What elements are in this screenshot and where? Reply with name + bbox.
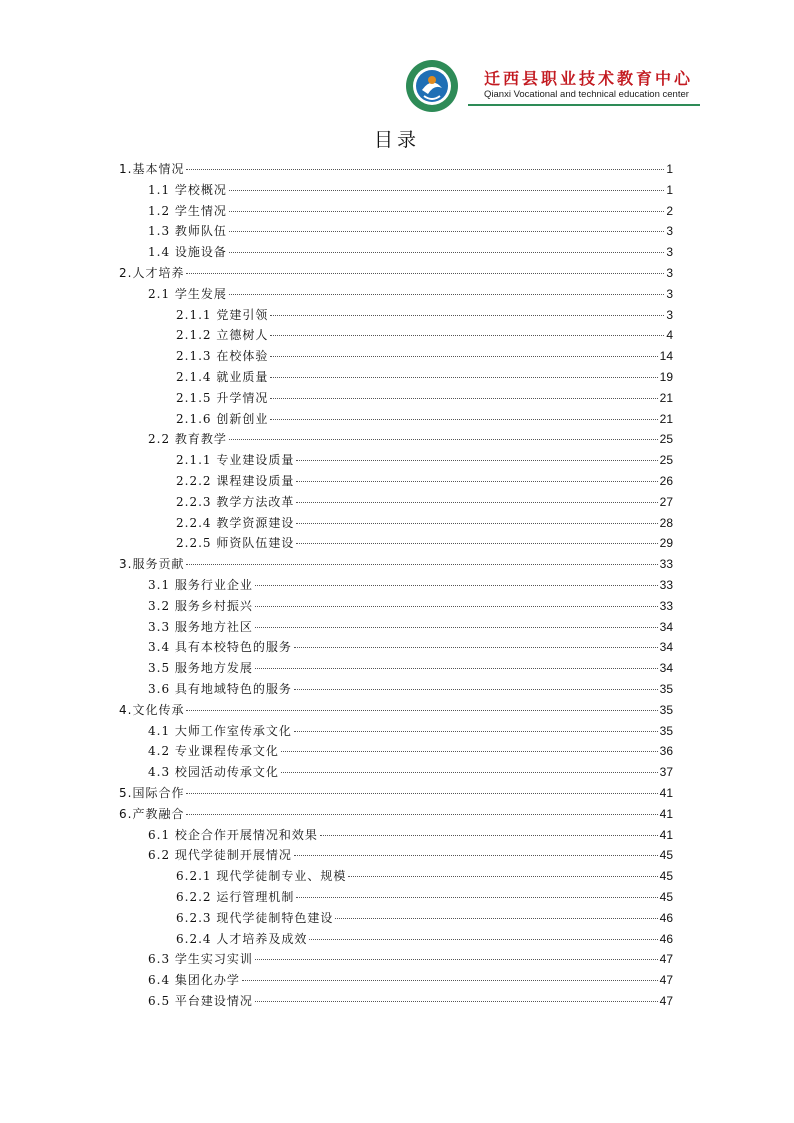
toc-dot-leader [309,939,657,940]
toc-entry[interactable] [176,305,673,325]
toc-page-number: 14 [659,349,673,364]
toc-entry-label: 6.2.4 人才培养及成效 [176,931,308,946]
toc-page-number: 33 [659,598,673,613]
toc-entry-label: 3.服务贡献 [119,557,185,572]
toc-entry[interactable] [176,367,673,387]
toc-entry[interactable] [176,533,673,553]
toc-entry-label: 3.4 具有本校特色的服务 [148,640,292,655]
toc-page-number: 3 [666,307,673,322]
toc-dot-leader [255,1001,658,1002]
page-title: 目录 [373,129,420,151]
toc-page-number: 25 [659,432,673,447]
toc-dot-leader [296,897,657,898]
toc-page-number: 36 [659,744,673,759]
toc-entry-label: 4.2 专业课程传承文化 [148,744,279,759]
toc-entry-label: 2.1.2 立德树人 [176,328,269,343]
toc-entry[interactable] [176,325,673,345]
toc-entry-label: 6.1 校企合作开展情况和效果 [148,827,318,842]
toc-entry-label: 6.2.1 现代学徒制专业、规模 [176,869,347,884]
toc-entry-label: 3.6 具有地域特色的服务 [148,682,292,696]
header-divider [468,104,700,106]
toc-entry[interactable] [176,388,673,408]
toc-dot-leader [294,855,658,856]
toc-entry[interactable] [148,284,673,304]
toc-entry-label: 1.基本情况 [119,162,185,176]
toc-page-number: 34 [659,661,673,676]
toc-entry[interactable] [148,721,673,741]
toc-dot-leader [270,356,657,357]
toc-entry-label: 3.2 服务乡村振兴 [148,598,253,613]
toc-page-number: 3 [666,224,673,239]
toc-page-number: 35 [659,702,673,717]
toc-entry-label: 3.5 服务地方发展 [148,661,253,676]
toc-dot-leader [255,668,658,669]
toc-page-number: 26 [659,474,673,488]
toc-page-number: 35 [659,682,673,696]
toc-page-number: 27 [659,494,673,509]
toc-entry[interactable] [119,804,673,824]
toc-entry[interactable] [176,908,673,928]
toc-dot-leader [281,751,658,752]
toc-page-number: 21 [659,411,673,426]
toc-entry[interactable] [176,450,673,470]
toc-page-number: 1 [666,182,673,197]
org-name-cn: 迁西县职业技术教育中心 [484,69,694,88]
toc-entry[interactable] [119,783,673,803]
toc-entry[interactable] [176,346,673,366]
toc-entry-label: 2.1.5 升学情况 [176,390,269,405]
toc-page-number: 3 [666,245,673,260]
toc-entry-label: 5.国际合作 [119,786,185,800]
toc-page-number: 34 [659,619,673,634]
org-name-en: Qianxi Vocational and technical education center [484,89,689,100]
toc-entry[interactable] [119,263,673,283]
toc-dot-leader [229,294,664,295]
toc-page-number: 45 [659,869,673,884]
toc-entry-label: 2.2 教育教学 [148,432,227,447]
toc-dot-leader [255,627,658,628]
toc-entry[interactable] [119,700,673,720]
toc-dot-leader [270,335,664,336]
toc-entry-label: 1.3 教师队伍 [148,224,227,239]
toc-entry[interactable] [176,887,673,907]
toc-entry-label: 6.2.3 现代学徒制特色建设 [176,910,334,925]
toc-dot-leader [296,502,657,503]
toc-page-number: 37 [659,765,673,780]
toc-page-number: 28 [659,515,673,530]
toc-entry-label: 1.2 学生情况 [148,203,227,218]
toc-entry[interactable] [148,221,673,241]
toc-entry[interactable] [148,180,673,200]
toc-dot-leader [229,252,664,253]
toc-entry-label: 6.4 集团化办学 [148,973,240,988]
toc-page-number: 4 [666,328,673,343]
toc-page-number: 45 [659,890,673,904]
toc-entry-label: 2.2.5 师资队伍建设 [176,536,295,551]
toc-entry-label: 3.3 服务地方社区 [148,619,253,634]
toc-page-number: 34 [659,640,673,655]
toc-page-number: 46 [659,910,673,925]
toc-page-number: 33 [659,578,673,592]
toc-dot-leader [229,190,664,191]
toc-entry[interactable] [119,159,673,179]
toc-dot-leader [294,647,658,648]
toc-dot-leader [186,273,664,274]
toc-entry[interactable] [148,658,673,678]
toc-dot-leader [270,398,657,399]
toc-entry-label: 1.1 学校概况 [148,182,227,197]
toc-entry[interactable] [176,492,673,512]
toc-entry-label: 2.1.6 创新创业 [176,411,269,426]
toc-dot-leader [296,523,657,524]
toc-dot-leader [294,731,658,732]
toc-entry[interactable] [148,970,673,990]
toc-entry-label: 2.1.1 专业建设质量 [176,453,295,468]
toc-entry[interactable] [148,429,673,449]
toc-entry-label: 2.2.2 课程建设质量 [176,474,295,488]
toc-entry-label: 3.1 服务行业企业 [148,578,253,592]
toc-dot-leader [270,315,664,316]
toc-dot-leader [348,876,657,877]
toc-dot-leader [255,959,658,960]
school-emblem-icon [404,58,460,114]
toc-entry[interactable] [148,949,673,969]
toc-entry[interactable] [176,409,673,429]
toc-entry[interactable] [119,554,673,574]
toc-entry[interactable] [176,471,673,491]
toc-page-number: 47 [659,994,673,1008]
toc-dot-leader [296,481,657,482]
toc-entry-label: 1.4 设施设备 [148,245,227,260]
toc-dot-leader [242,980,658,981]
toc-entry-label: 6.2 现代学徒制开展情况 [148,848,292,863]
toc-entry[interactable] [148,637,673,657]
toc-entry-label: 2.2.4 教学资源建设 [176,515,295,530]
toc-page-number: 29 [659,536,673,551]
toc-dot-leader [229,211,664,212]
toc-dot-leader [186,169,664,170]
toc-dot-leader [296,543,657,544]
toc-entry[interactable] [176,513,673,533]
toc-entry-label: 6.2.2 运行管理机制 [176,890,295,904]
toc-entry-label: 2.1.4 就业质量 [176,370,269,384]
toc-dot-leader [296,460,657,461]
toc-dot-leader [294,689,658,690]
toc-dot-leader [186,710,657,711]
toc-page-number: 33 [659,557,673,572]
toc-entry-label: 2.2.3 教学方法改革 [176,494,295,509]
toc-entry-label: 2.1 学生发展 [148,286,227,301]
toc-entry[interactable] [148,679,673,699]
toc-entry[interactable] [148,741,673,761]
toc-dot-leader [255,606,658,607]
toc-dot-leader [186,814,657,815]
toc-page-number: 41 [659,786,673,800]
toc-entry-label: 2.1.3 在校体验 [176,349,269,364]
toc-page-number: 47 [659,973,673,988]
toc-entry[interactable] [148,596,673,616]
toc-page-number: 25 [659,453,673,468]
toc-dot-leader [186,793,657,794]
toc-entry[interactable] [148,201,673,221]
toc-entry[interactable] [148,825,673,845]
toc-page-number: 47 [659,952,673,967]
toc-entry-label: 4.文化传承 [119,702,185,717]
toc-entry-label: 6.3 学生实习实训 [148,952,253,967]
toc-entry[interactable] [176,866,673,886]
toc-dot-leader [186,564,657,565]
toc-entry[interactable] [176,929,673,949]
toc-entry-label: 6.5 平台建设情况 [148,994,253,1008]
toc-entry[interactable] [148,617,673,637]
toc-dot-leader [229,439,658,440]
toc-entry[interactable] [148,762,673,782]
toc-page-number: 21 [659,390,673,405]
toc-dot-leader [270,377,657,378]
toc-entry[interactable] [148,575,673,595]
toc-entry-label: 2.人才培养 [119,266,185,280]
toc-entry-label: 4.3 校园活动传承文化 [148,765,279,780]
toc-entry[interactable] [148,991,673,1011]
toc-page-number: 41 [659,806,673,821]
toc-dot-leader [270,419,657,420]
toc-page-number: 3 [666,286,673,301]
toc-page-number: 19 [659,370,673,384]
toc-page-number: 41 [659,827,673,842]
toc-dot-leader [281,772,658,773]
toc-dot-leader [320,835,658,836]
toc-entry-label: 4.1 大师工作室传承文化 [148,723,292,738]
toc-dot-leader [229,231,664,232]
toc-page-number: 2 [666,203,673,218]
toc-page-number: 1 [666,162,673,176]
toc-entry[interactable] [148,845,673,865]
toc-entry-label: 2.1.1 党建引领 [176,307,269,322]
toc-entry[interactable] [148,242,673,262]
toc-dot-leader [255,585,658,586]
toc-page-number: 3 [666,266,673,280]
toc-page-number: 45 [659,848,673,863]
toc-page-number: 46 [659,931,673,946]
toc-entry-label: 6.产教融合 [119,806,185,821]
toc-dot-leader [335,918,657,919]
toc-page-number: 35 [659,723,673,738]
page-header [404,56,704,112]
